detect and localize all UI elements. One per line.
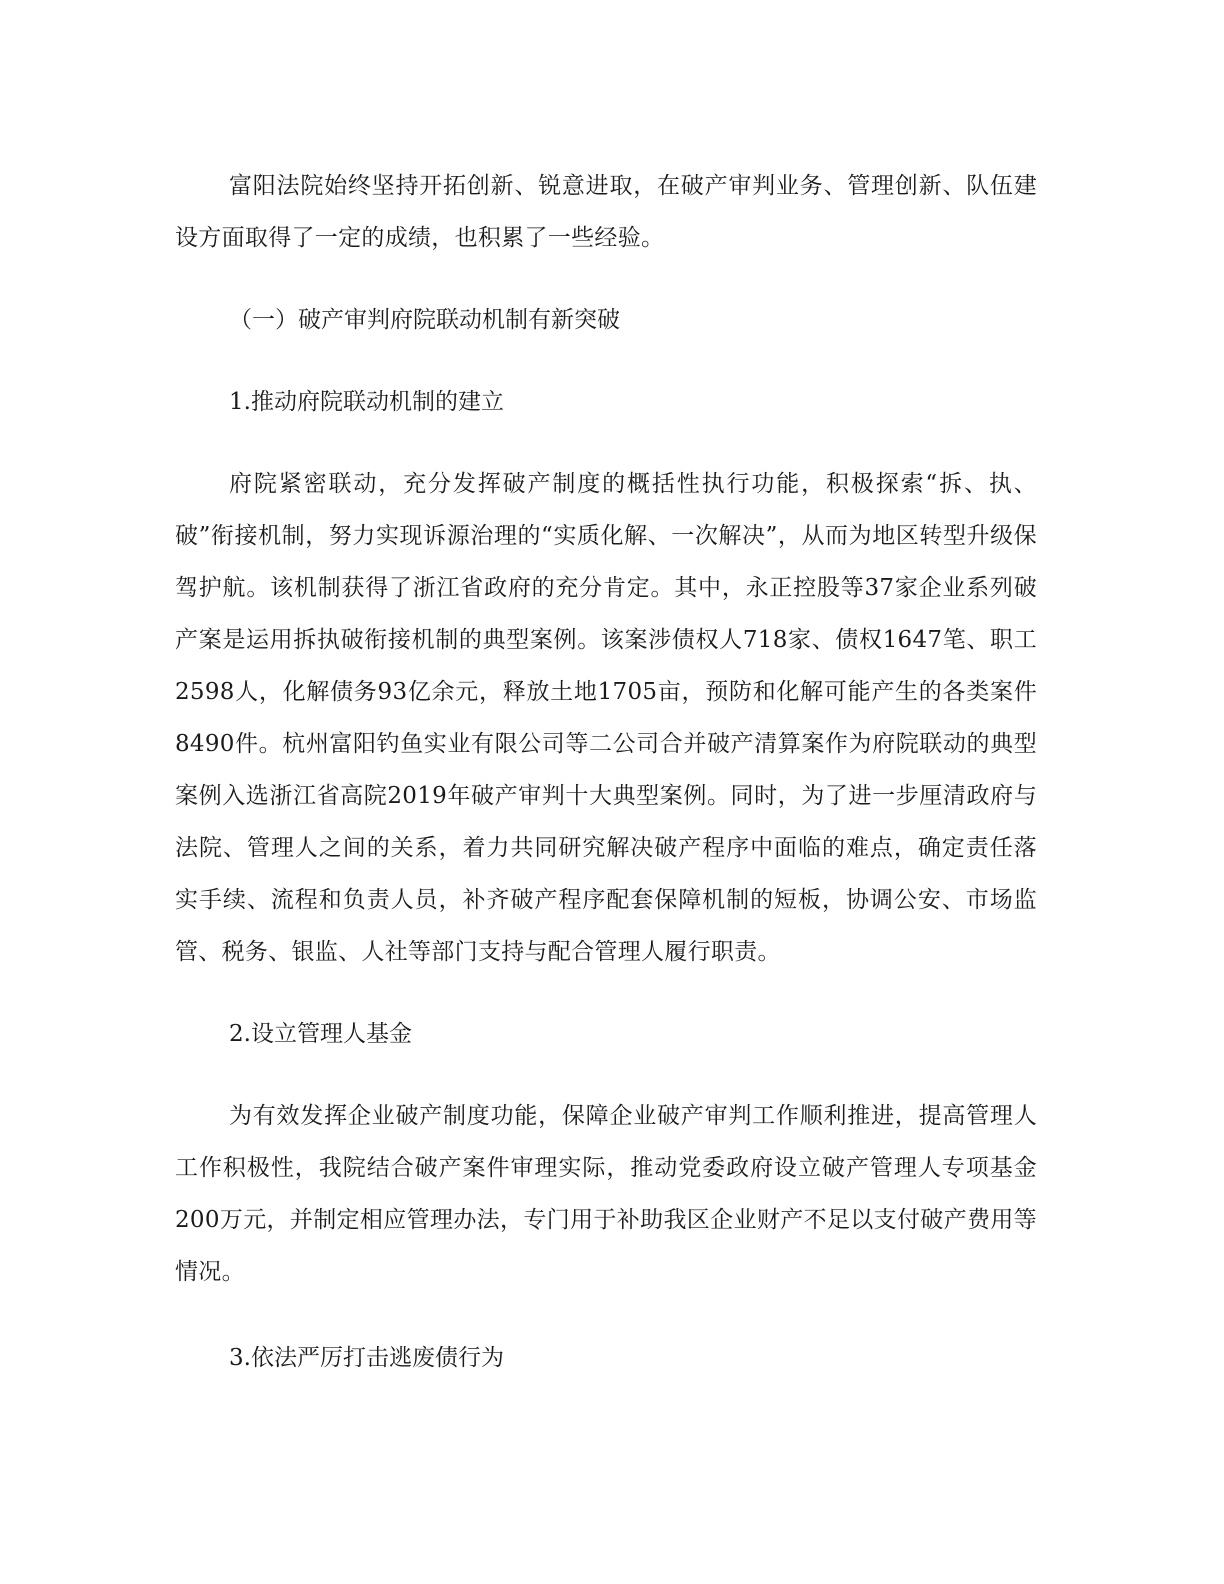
item-heading-2: 2.设立管理人基金 bbox=[229, 1021, 412, 1047]
section-heading-1: （一）破产审判府院联动机制有新突破 bbox=[229, 307, 620, 333]
item-heading-3: 3.依法严厉打击逃废债行为 bbox=[229, 1345, 504, 1371]
intro-paragraph: 富阳法院始终坚持开拓创新、锐意进取，在破产审判业务、管理创新、队伍建设方面取得了一定的成绩，也积累了一些经验。 bbox=[175, 173, 1037, 251]
item-body-2: 为有效发挥企业破产制度功能，保障企业破产审判工作顺利推进，提高管理人工作积极性，我院结合破产案件审理实际，推动党委政府设立破产管理人专项基金200万元，并制定相应管理办法，专门用于补助我区企业财产不足以支付破产费用等情况。 bbox=[175, 1103, 1037, 1285]
item-heading-1: 1.推动府院联动机制的建立 bbox=[229, 389, 504, 415]
item-body-1: 府院紧密联动，充分发挥破产制度的概括性执行功能，积极探索“拆、执、破”衔接机制，努力实现诉源治理的“实质化解、一次解决”，从而为地区转型升级保驾护航。该机制获得了浙江省政府的充分肯定。其中，永正控股等37家企业系列破产案是运用拆执破衔接机制的典型案例。该案涉债权人718家、债权1647笔、职工2598人，化解债务93亿余元，释放土地1705亩，预防和化解可能产生的各类案件8490件。杭州富阳钓鱼实业有限公司等二公司合并破产清算案作为府院联动的典型案例入选浙江省高院2019年破产审判十大典型案例。同时，为了进一步厘清政府与法院、管理人之间的关系，着力共同研究解决破产程序中面临的难点，确定责任落实手续、流程和负责人员，补齐破产程序配套保障机制的短板，协调公安、市场监管、税务、银监、人社等部门支持与配合管理人履行职责。 bbox=[175, 471, 1037, 965]
document-page bbox=[175, 160, 1037, 1384]
